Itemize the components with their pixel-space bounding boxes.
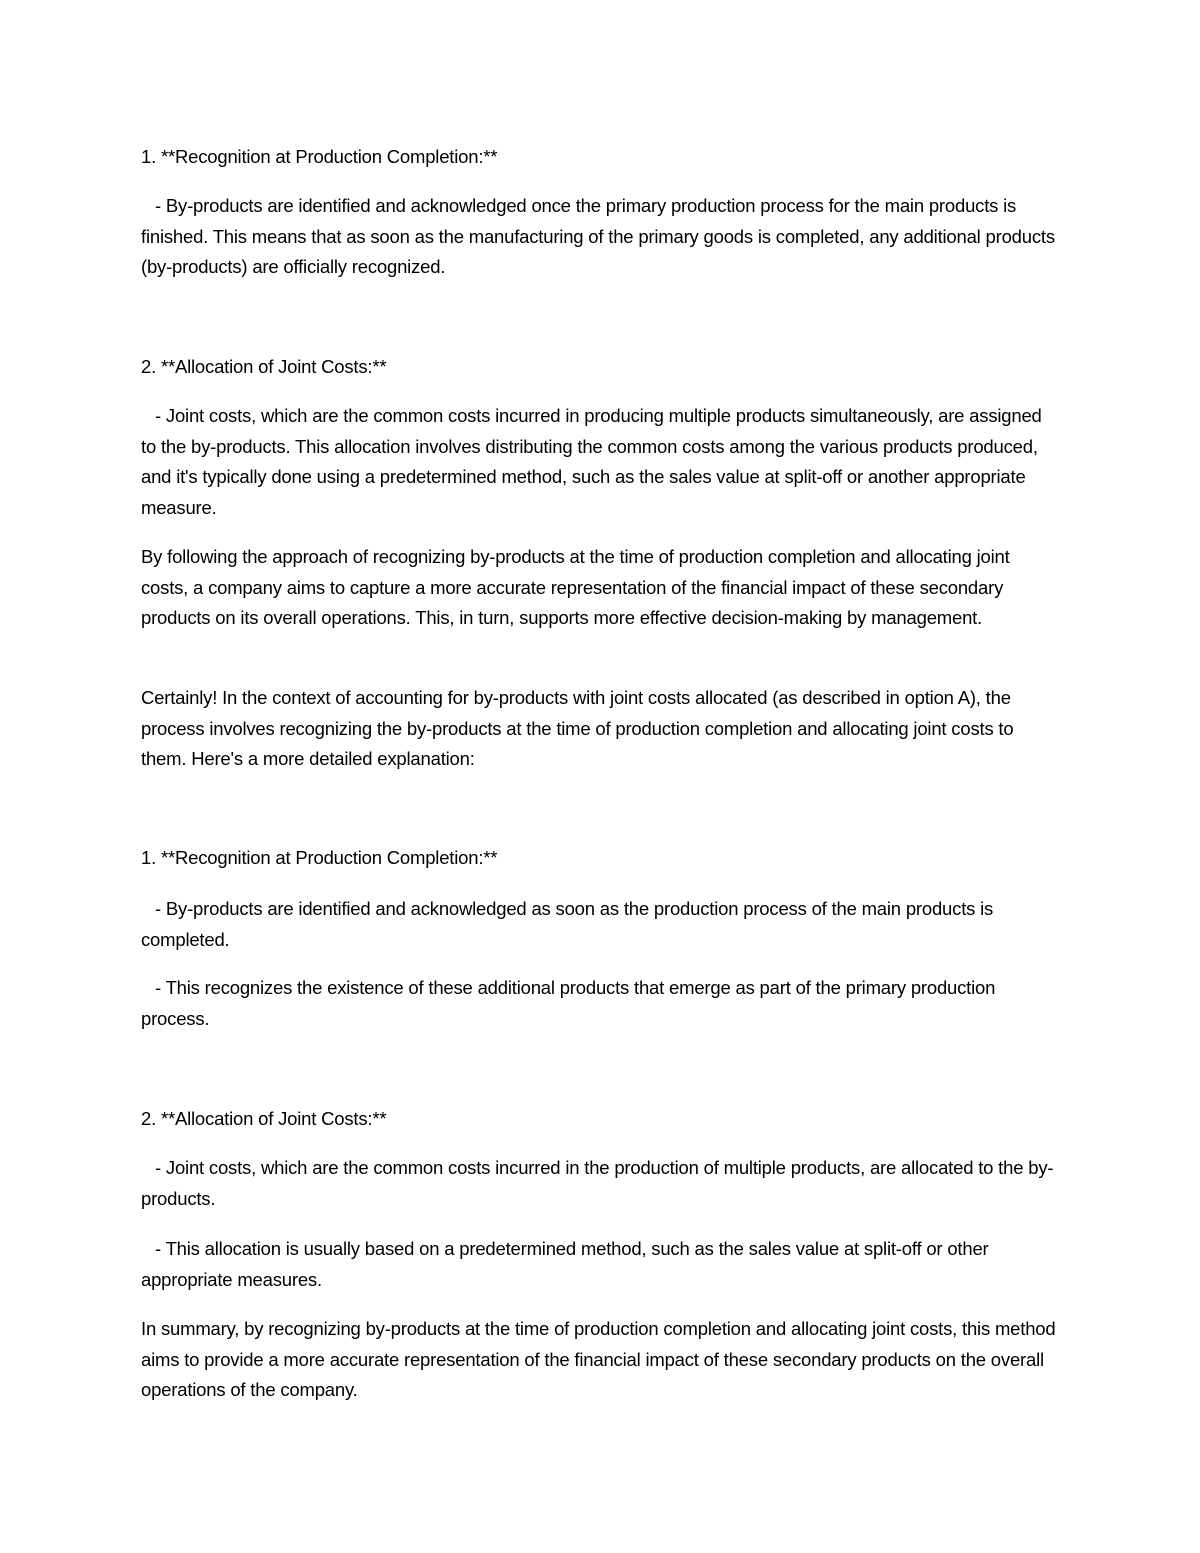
heading-allocation-2: 2. **Allocation of Joint Costs:**	[141, 1108, 387, 1129]
paragraph-recognition-2a: - By-products are identified and acknowledged as soon as the production process of the main products is completed.	[141, 898, 994, 950]
heading-allocation-1: 2. **Allocation of Joint Costs:**	[141, 356, 387, 377]
paragraph-recognition-1: - By-products are identified and acknowledged once the primary production process for the main products is finished. This means that as soon as the manufacturing of the primary goods is completed, any additional products (by-products) are officially recognized.	[141, 195, 1055, 277]
paragraph-allocation-2b: - This allocation is usually based on a predetermined method, such as the sales value at split-off or other appropriate measures.	[141, 1238, 989, 1290]
heading-recognition-1: 1. **Recognition at Production Completion:**	[141, 146, 498, 167]
paragraph-recognition-2b: - This recognizes the existence of these additional products that emerge as part of the primary production process.	[141, 977, 996, 1029]
paragraph-allocation-2a: - Joint costs, which are the common costs incurred in the production of multiple products, are allocated to the by-products.	[141, 1157, 1054, 1209]
paragraph-summary: In summary, by recognizing by-products at the time of production completion and allocating joint costs, this method aims to provide a more accurate representation of the financial impact of these secondary products on the overall operations of the company.	[141, 1318, 1056, 1400]
heading-recognition-2: 1. **Recognition at Production Completion:**	[141, 847, 498, 868]
paragraph-certainly: Certainly! In the context of accounting for by-products with joint costs allocated (as described in option A), the process involves recognizing the by-products at the time of production completion and allocating joint costs to them. Here's a more detailed explanation:	[141, 687, 1014, 769]
paragraph-approach: By following the approach of recognizing by-products at the time of production completion and allocating joint costs, a company aims to capture a more accurate representation of the financial impact of these secondary products on its overall operations. This, in turn, supports more effective decision-making by management.	[141, 546, 1010, 628]
paragraph-allocation-1: - Joint costs, which are the common costs incurred in producing multiple products simultaneously, are assigned to the by-products. This allocation involves distributing the common costs among the various products produced, and it's typically done using a predetermined method, such as the sales value at split-off or another appropriate measure.	[141, 405, 1042, 518]
